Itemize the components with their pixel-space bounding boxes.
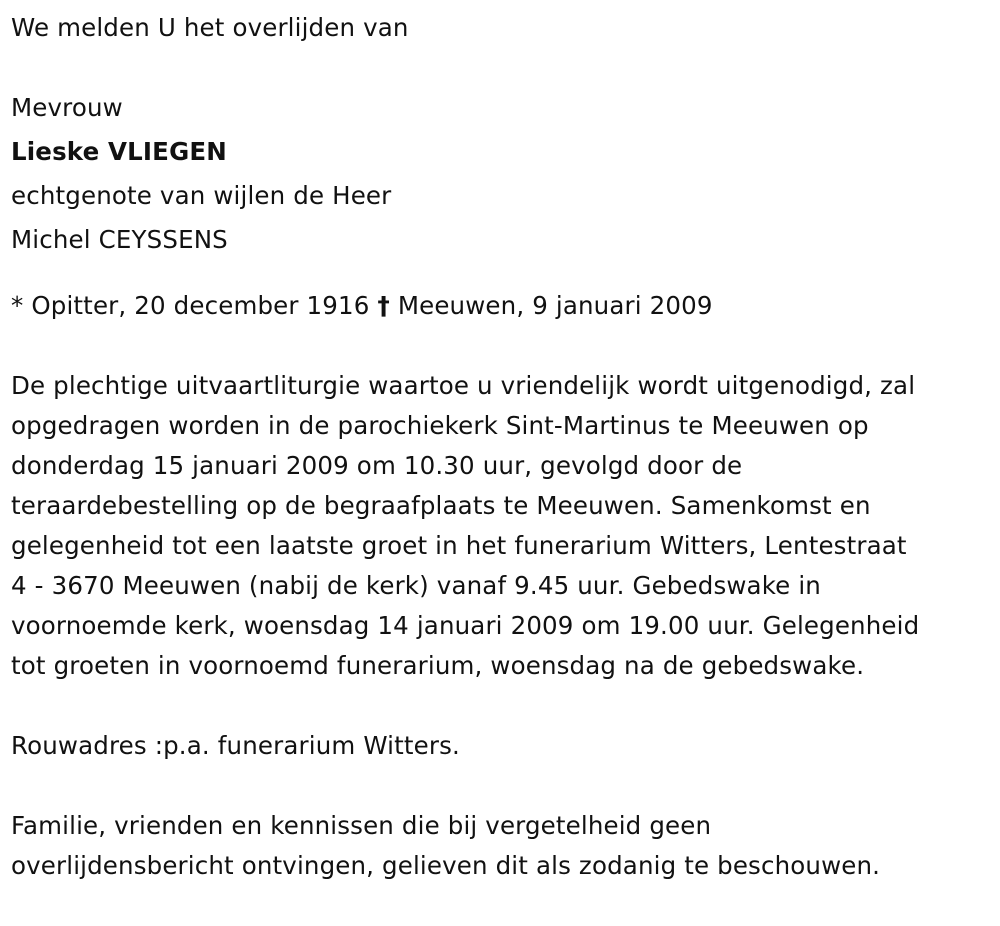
dates-line: [11, 286, 996, 326]
address-text: Rouwadres :p.a. funerarium Witters.: [11, 731, 460, 760]
spacer: [11, 766, 996, 806]
deceased-title: Mevrouw: [11, 93, 123, 122]
spouse-name: Michel CEYSSENS: [11, 225, 228, 254]
birth-info: * Opitter, 20 december 1916: [11, 291, 370, 320]
service-line: tot groeten in voornoemd funerarium, woensdag na de gebedswake.: [11, 651, 865, 680]
service-line: voornoemde kerk, woensdag 14 januari 2009 om 19.00 uur. Gelegenheid: [11, 611, 920, 640]
closing-line: Familie, vrienden en kennissen die bij vergetelheid geen: [11, 811, 712, 840]
intro-text: We melden U het overlijden van: [11, 13, 409, 42]
spacer: [11, 326, 996, 366]
closing-line: overlijdensbericht ontvingen, gelieven dit als zodanig te beschouwen.: [11, 851, 881, 880]
service-line: 4 - 3670 Meeuwen (nabij de kerk) vanaf 9.45 uur. Gebedswake in: [11, 571, 821, 600]
service-line: gelegenheid tot een laatste groet in het funerarium Witters, Lentestraat: [11, 531, 907, 560]
death-info: Meeuwen, 9 januari 2009: [397, 291, 713, 320]
deceased-block: [11, 88, 996, 264]
deceased-name: Lieske VLIEGEN: [11, 137, 227, 166]
service-line: teraardebestelling op de begraafplaats te Meeuwen. Samenkomst en: [11, 491, 871, 520]
service-line: donderdag 15 januari 2009 om 10.30 uur, gevolgd door de: [11, 451, 743, 480]
relation-text: echtgenote van wijlen de Heer: [11, 181, 392, 210]
service-paragraph: [11, 366, 996, 686]
service-line: opgedragen worden in de parochiekerk Sint-Martinus te Meeuwen op: [11, 411, 869, 440]
spacer: [11, 686, 996, 726]
closing-paragraph: [11, 806, 996, 886]
service-line: De plechtige uitvaartliturgie waartoe u vriendelijk wordt uitgenodigd, zal: [11, 371, 916, 400]
cross-icon: †: [377, 291, 390, 320]
death-notice: [11, 8, 996, 886]
